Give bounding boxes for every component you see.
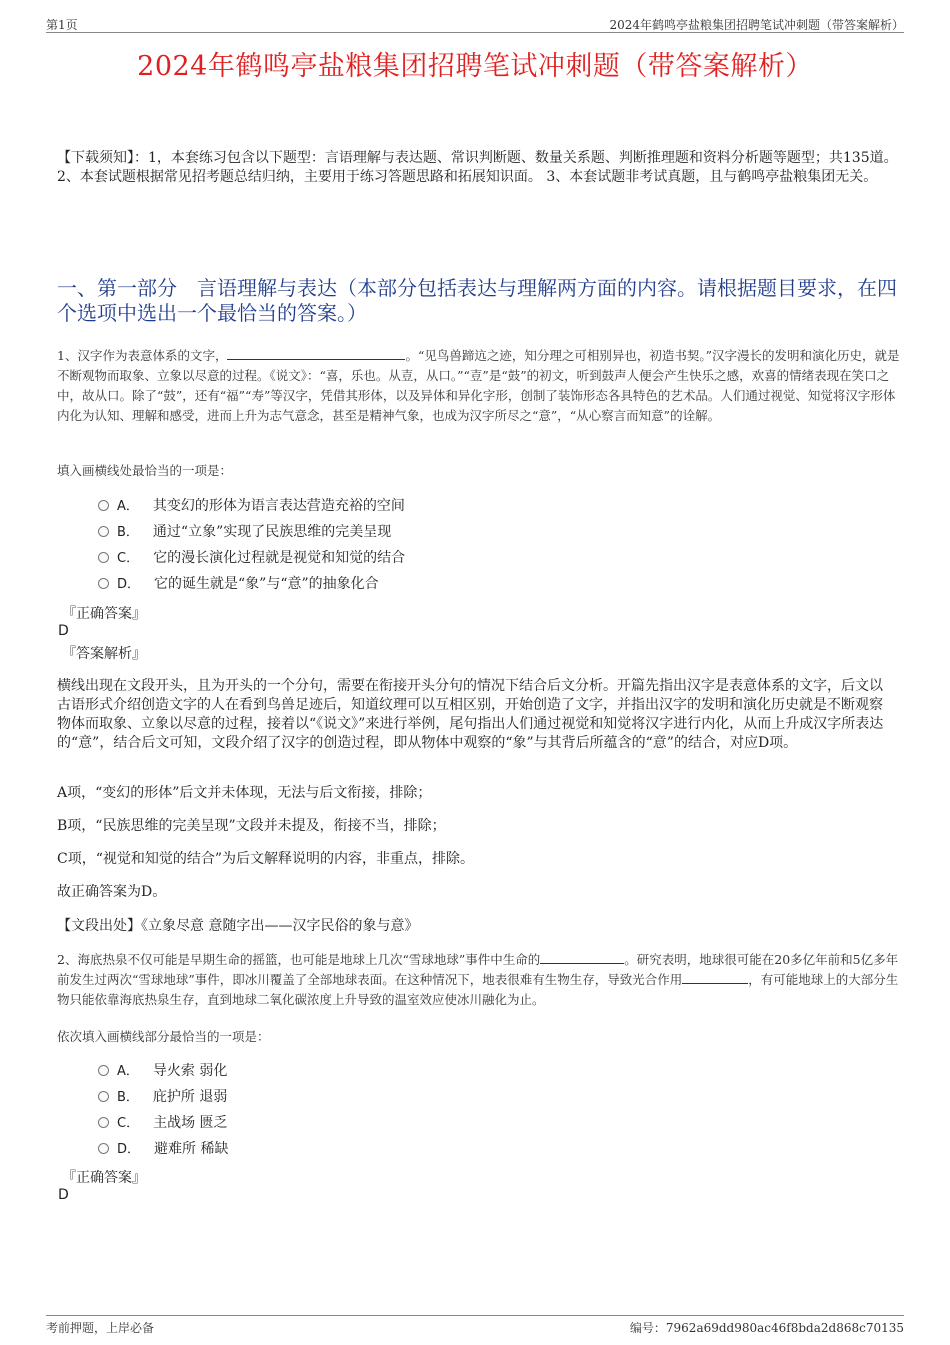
download-notice: 【下载须知】：1，本套练习包含以下题型：言语理解与表达题、常识判断题、数量关系题、判断推理题和资料分析题等题型；共135道。 2、本套试题根据常见招考题总结归纳，主要用于练习答题思路和拓展知识面。 3、本套试题非考试真题，且与鹤鸣亭盐粮集团无关。 — [57, 150, 898, 185]
footer-serial: 编号：7962a69dd980ac46f8bda2d868c70135 — [629, 1321, 904, 1335]
option-b[interactable]: B． 庇护所 退弱 — [98, 1087, 227, 1107]
question-1-prompt: 填入画横线处最恰当的一项是： — [57, 463, 233, 478]
question-2-prompt: 依次填入画横线部分最恰当的一项是： — [57, 1029, 270, 1044]
radio-icon[interactable] — [98, 1117, 109, 1128]
radio-icon[interactable] — [98, 1091, 109, 1102]
footer-slogan: 考前押题，上岸必备 — [46, 1321, 155, 1335]
document-title: 2024年鹤鸣亭盐粮集团招聘笔试冲刺题（带答案解析） — [137, 51, 813, 82]
option-a[interactable]: A． 导火索 弱化 — [98, 1061, 227, 1081]
analysis-label: 『答案解析』 — [62, 646, 146, 662]
analysis-conclusion: 故正确答案为D。 — [57, 884, 167, 900]
option-b[interactable]: B． 通过“立象”实现了民族思维的完美呈现 — [98, 522, 391, 542]
radio-icon[interactable] — [98, 1065, 109, 1076]
question-2-stem: 2、海底热泉不仅可能是早期生命的摇篮，也可能是地球上几次“雪球地球”事件中生命的 。研究表明，地球很可能在20多亿年前和5亿多年前发生过两次“雪球地球”事件，即冰川覆盖了全部地球表面。在这种情况下，地表很难有生物生存，导致光合作用 ，有可能地球上的大部分生物只能依靠海底热泉生存，直到地球二氧化碳浓度上升导致的温室效应使冰川融化为止。 — [57, 952, 899, 1007]
answer-blank — [227, 347, 405, 360]
radio-icon[interactable] — [98, 1143, 109, 1154]
answer-blank — [540, 951, 624, 964]
option-d[interactable]: D． 避难所 稀缺 — [98, 1139, 228, 1159]
page-header — [46, 16, 904, 33]
source-note: 【文段出处】《立象尽意 意随字出——汉字民俗的象与意》 — [57, 918, 419, 934]
analysis-option-c: C项，“视觉和知觉的结合”为后文解释说明的内容，非重点，排除。 — [57, 851, 475, 867]
option-a[interactable]: A． 其变幻的形体为语言表达营造充裕的空间 — [98, 496, 405, 516]
correct-answer: D — [58, 623, 69, 639]
analysis-option-a: A项，“变幻的形体”后文并未体现，无法与后文衔接，排除； — [57, 785, 432, 801]
header-doc-title: 2024年鹤鸣亭盐粮集团招聘笔试冲刺题（带答案解析） — [609, 18, 904, 32]
radio-icon[interactable] — [98, 578, 109, 589]
correct-answer-label: 『正确答案』 — [62, 1170, 146, 1186]
radio-icon[interactable] — [98, 526, 109, 537]
correct-answer-label: 『正确答案』 — [62, 606, 146, 622]
page-footer — [46, 1315, 904, 1334]
answer-blank — [682, 971, 748, 984]
option-d[interactable]: D． 它的诞生就是“象”与“意”的抽象化合 — [98, 574, 379, 594]
question-1-stem: 1、汉字作为表意体系的文字， 。“见鸟兽蹄迒之迹，知分理之可相别异也，初造书契。”汉字漫长的发明和演化历史，就是不断观物而取象、立象以尽意的过程。《说文》：“喜，乐也。从壴，从口。”“壴”是“鼓”的初文，听到鼓声人便会产生快乐之感，欢喜的情绪表现在笑口之中，故从口。除了“鼓”，还有“福”“寿”等汉字，凭借其形体，以及异体和异化字形，创制了装饰形态各具特色的艺术品。人们通过视觉、知觉将汉字形体内化为认知、理解和感受，进而上升为志气意念，甚至是精神气象，也成为汉字所尽之“意”，“从心察言而知意”的诠解。 — [57, 348, 900, 423]
correct-answer: D — [58, 1187, 69, 1203]
option-c[interactable]: C． 主战场 匮乏 — [98, 1113, 228, 1133]
analysis-option-b: B项，“民族思维的完美呈现”文段并未提及，衔接不当，排除； — [57, 818, 446, 834]
option-c[interactable]: C． 它的漫长演化过程就是视觉和知觉的结合 — [98, 548, 405, 568]
radio-icon[interactable] — [98, 552, 109, 563]
section-heading: 一、第一部分 言语理解与表达（本部分包括表达与理解两方面的内容。请根据题目要求，在四个选项中选出一个最恰当的答案。） — [57, 276, 897, 325]
analysis-paragraph: 横线出现在文段开头，且为开头的一个分句，需要在衔接开头分句的情况下结合后文分析。开篇先指出汉字是表意体系的文字，后文以古语形式介绍创造文字的人在看到鸟兽足迹后，知道纹理可以互相区别，开始创造了文字，并指出汉字的发明和演化历史就是不断观察物体而取象、立象以尽意的过程，接着以“《说文》”来进行举例，尾句指出人们通过视觉和知觉将汉字进行内化，从而上升成汉字所表达的“意”，结合后文可知，文段介绍了汉字的创造过程，即从物体中观察的“象”与其背后所蕴含的“意”的结合，对应D项。 — [57, 678, 884, 751]
radio-icon[interactable] — [98, 500, 109, 511]
page-number: 第1页 — [46, 18, 78, 32]
